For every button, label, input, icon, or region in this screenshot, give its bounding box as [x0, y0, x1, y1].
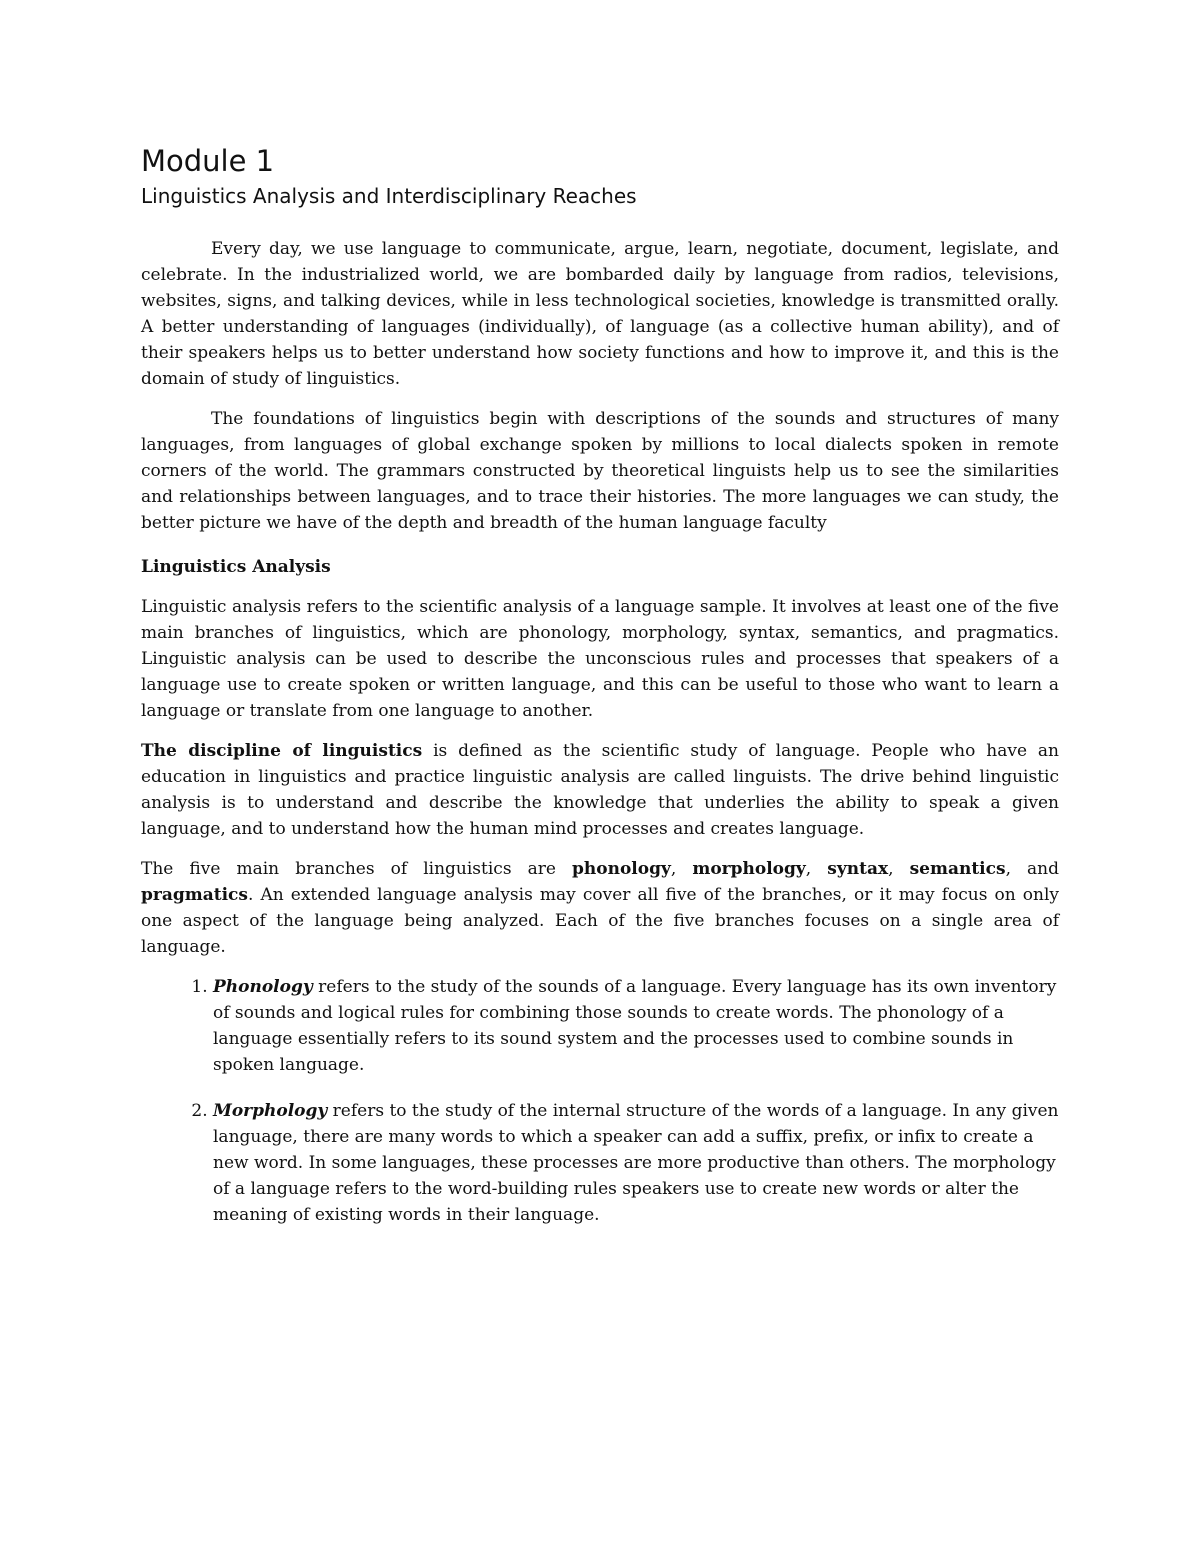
p3-sep-2: , — [805, 859, 828, 879]
branch-text-phonology: refers to the study of the sounds of a language. Every language has its own inventory of sounds and logical rules for combining those sounds to create words. The phonology of a language essentially refers to its sound system and the processes used to combine sounds in spoken language. — [213, 977, 1057, 1075]
module-subtitle: Linguistics Analysis and Interdisciplinary Reaches — [141, 184, 637, 208]
p3-sep-4: , and — [1005, 859, 1060, 879]
document-body — [141, 142, 1059, 1248]
section-heading-linguistics-analysis: Linguistics Analysis — [141, 557, 331, 577]
term-morphology: morphology — [692, 859, 806, 879]
intro-paragraph-1: Every day, we use language to communicate, argue, learn, negotiate, document, legislate, and celebrate. In the industrialized world, we are bombarded daily by language from radios, televisions, websites, signs, and talking devices, while in less technological societies, knowledge is transmitted orally. A better understanding of languages (individually), of language (as a collective human ability), and of their speakers helps us to better understand how society functions and how to improve it, and this is the domain of study of linguistics. — [141, 239, 1059, 389]
term-syntax: syntax — [827, 859, 889, 879]
p3-rest: . An extended language analysis may cover all five of the branches, or it may focus on only one aspect of the language being analyzed. Each of the five branches focuses on a single area of language. — [141, 885, 1059, 957]
branch-text-morphology: refers to the study of the internal structure of the words of a language. In any given language, there are many words to which a speaker can add a suffix, prefix, or infix to create a new word. In some languages, these processes are more productive than others. The morphology of a language refers to the word-building rules speakers use to create new words or alter the meaning of existing words in their language. — [213, 1101, 1059, 1225]
p3-lead: The five main branches of linguistics are — [141, 859, 573, 879]
analysis-paragraph-2-text: is defined as the scientific study of language. People who have an education in linguistics and practice linguistic analysis are called linguists. The drive behind linguistic analysis is to understand and describe the knowledge that underlies the ability to speak a given language, and to understand how the human mind processes and creates language. — [141, 741, 1059, 839]
p3-sep-3: , — [888, 859, 910, 879]
term-pragmatics: pragmatics — [141, 885, 248, 905]
term-semantics: semantics — [909, 859, 1006, 879]
analysis-paragraph-3 — [141, 856, 1059, 960]
term-phonology: phonology — [572, 859, 671, 879]
p3-sep-1: , — [670, 859, 693, 879]
list-item — [213, 974, 1059, 1078]
branch-term-phonology: Phonology — [213, 977, 313, 997]
intro-paragraph-2: The foundations of linguistics begin with descriptions of the sounds and structures of many languages, from languages of global exchange spoken by millions to local dialects spoken in remote corners of the world. The grammars constructed by theoretical linguists help us to see the similarities and relationships between languages, and to trace their histories. The more languages we can study, the better picture we have of the depth and breadth of the human language faculty — [141, 409, 1059, 533]
term-discipline-of-linguistics: The discipline of linguistics — [141, 741, 423, 761]
analysis-paragraph-2 — [141, 738, 1059, 842]
analysis-paragraph-1: Linguistic analysis refers to the scientific analysis of a language sample. It involves at least one of the five main branches of linguistics, which are phonology, morphology, syntax, semantics, and pragmatics. Linguistic analysis can be used to describe the unconscious rules and processes that speakers of a language use to create spoken or written language, and this can be useful to those who want to learn a language or translate from one language to another. — [141, 597, 1059, 721]
branches-list — [141, 974, 1059, 1228]
module-title: Module 1 — [141, 144, 275, 178]
list-item — [213, 1098, 1059, 1228]
branch-term-morphology: Morphology — [213, 1101, 328, 1121]
